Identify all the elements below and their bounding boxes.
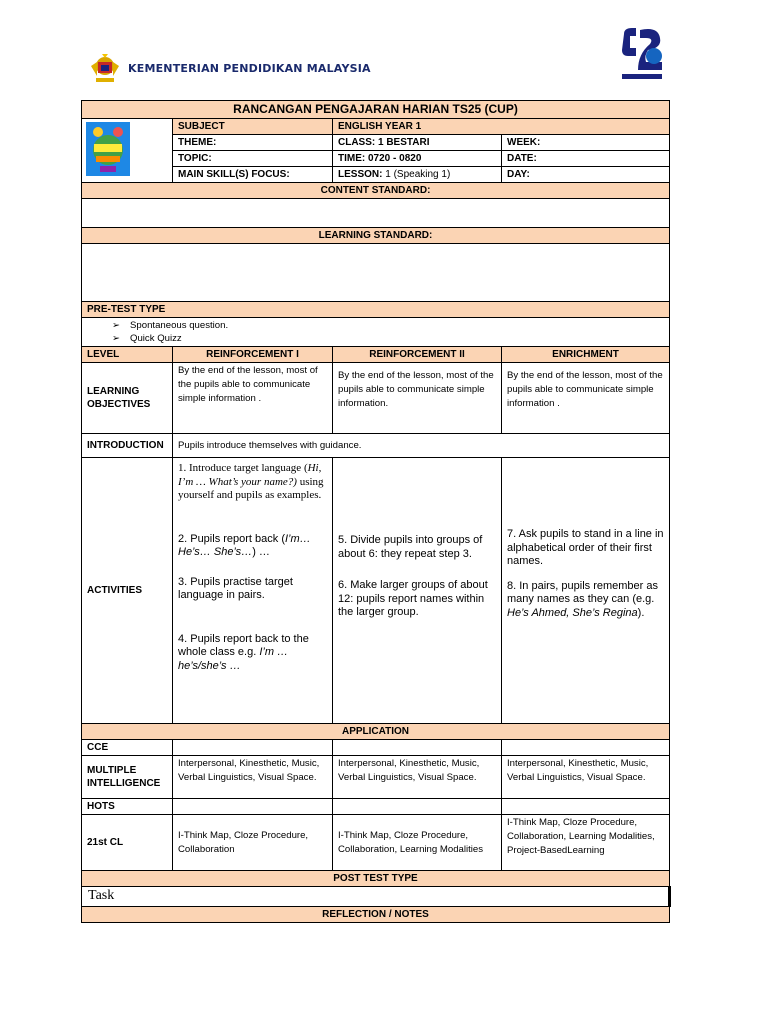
objective-enrichment: By the end of the lesson, most of the pupils able to communicate simple information .	[502, 363, 670, 434]
malaysia-crest-logo	[88, 52, 122, 86]
hots-reinforcement-1	[173, 799, 333, 815]
mi-enrichment: Interpersonal, Kinesthetic, Music, Verbal Linguistics, Visual Space.	[502, 756, 670, 799]
theme-label: THEME:	[173, 135, 333, 151]
pretest-list	[82, 318, 670, 347]
pretest-item: ➢ Quick Quizz	[112, 333, 182, 344]
level-enrichment: ENRICHMENT	[502, 347, 670, 363]
lesson-value: 1 (Speaking 1)	[385, 169, 451, 180]
lesson-cell	[333, 167, 502, 183]
activities-reinforcement-1	[173, 458, 333, 724]
activity-7: 7. Ask pupils to stand in a line in alphabetical order of their first names.	[507, 528, 664, 567]
cce-reinforcement-2	[333, 740, 502, 756]
activity-2: 2. Pupils report back (I’m… He’s… She’s…) …	[178, 532, 311, 558]
lesson-plan-table	[81, 100, 671, 923]
level-reinforcement-1: REINFORCEMENT I	[173, 347, 333, 363]
ministry-header	[88, 52, 388, 86]
cl-reinforcement-2: I-Think Map, Cloze Procedure, Collaboration, Learning Modalities	[333, 815, 502, 871]
introduction-text: Pupils introduce themselves with guidance.	[173, 434, 670, 458]
time-value: TIME: 0720 - 0820	[333, 151, 502, 167]
hots-reinforcement-2	[333, 799, 502, 815]
activity-4: 4. Pupils report back to the whole class e.g. I’m … he’s/she’s …	[178, 632, 309, 672]
objective-reinforcement-2: By the end of the lesson, most of the pupils able to communicate simple information.	[333, 363, 502, 434]
week-label: WEEK:	[502, 135, 670, 151]
learning-standard-label: LEARNING STANDARD:	[82, 228, 670, 244]
class-value: CLASS: 1 BESTARI	[333, 135, 502, 151]
lesson-image-cell	[82, 119, 173, 183]
pretest-label: PRE-TEST TYPE	[82, 302, 670, 318]
subject-label: SUBJECT	[173, 119, 333, 135]
hots-label: HOTS	[82, 799, 173, 815]
cce-label: CCE	[82, 740, 173, 756]
activity-5: 5. Divide pupils into groups of about 6: they repeat step 3.	[338, 534, 483, 560]
activities-reinforcement-2	[333, 458, 502, 724]
mi-label: MULTIPLE INTELLIGENCE	[82, 756, 173, 799]
date-label: DATE:	[502, 151, 670, 167]
ts25-logo	[618, 26, 666, 82]
activities-label: ACTIVITIES	[82, 458, 173, 724]
reflection-label: REFLECTION / NOTES	[82, 907, 670, 923]
skill-focus-label: MAIN SKILL(S) FOCUS:	[173, 167, 333, 183]
posttest-label: POST TEST TYPE	[82, 871, 670, 887]
mi-reinforcement-2: Interpersonal, Kinesthetic, Music, Verbal Linguistics, Visual Space.	[333, 756, 502, 799]
activity-8: 8. In pairs, pupils remember as many names as they can (e.g. He’s Ahmed, She’s Regina).	[507, 579, 659, 619]
arrow-bullet-icon: ➢	[112, 333, 121, 344]
topic-label: TOPIC:	[173, 151, 333, 167]
cce-enrichment	[502, 740, 670, 756]
activities-enrichment	[502, 458, 670, 724]
activity-1: 1. Introduce target language (Hi, I’m … What’s your name?) using yourself and pupils as examples.	[178, 462, 324, 501]
subject-value: ENGLISH YEAR 1	[333, 119, 670, 135]
lesson-label: LESSON:	[338, 169, 383, 180]
activity-3: 3. Pupils practise target language in pairs.	[178, 575, 293, 601]
activity-6: 6. Make larger groups of about 12: pupils report names within the larger group.	[338, 579, 488, 618]
ministry-name: KEMENTERIAN PENDIDIKAN MALAYSIA	[128, 62, 371, 75]
content-standard-label: CONTENT STANDARD:	[82, 183, 670, 199]
content-standard-value	[82, 199, 670, 228]
pretest-item: ➢ Spontaneous question.	[112, 320, 229, 331]
day-label: DAY:	[502, 167, 670, 183]
level-label: LEVEL	[82, 347, 173, 363]
posttest-task: Task	[82, 887, 670, 907]
learning-standard-value	[82, 244, 670, 302]
cl-reinforcement-1: I-Think Map, Cloze Procedure, Collaboration	[173, 815, 333, 871]
mi-reinforcement-1: Interpersonal, Kinesthetic, Music, Verbal Linguistics, Visual Space.	[173, 756, 333, 799]
arrow-bullet-icon: ➢	[112, 320, 121, 331]
objectives-label: LEARNING OBJECTIVES	[82, 363, 173, 434]
cl-label: 21st CL	[82, 815, 173, 871]
cce-reinforcement-1	[173, 740, 333, 756]
application-label: APPLICATION	[82, 724, 670, 740]
superminds-book-logo	[86, 122, 130, 176]
level-reinforcement-2: REINFORCEMENT II	[333, 347, 502, 363]
lesson-plan-sheet	[81, 100, 669, 923]
objective-reinforcement-1: By the end of the lesson, most of the pupils able to communicate simple information .	[173, 363, 333, 434]
plan-title: RANCANGAN PENGAJARAN HARIAN TS25 (CUP)	[82, 101, 670, 119]
introduction-label: INTRODUCTION	[82, 434, 173, 458]
cl-enrichment: I-Think Map, Cloze Procedure, Collaboration, Learning Modalities, Project-BasedLearning	[502, 815, 670, 871]
hots-enrichment	[502, 799, 670, 815]
